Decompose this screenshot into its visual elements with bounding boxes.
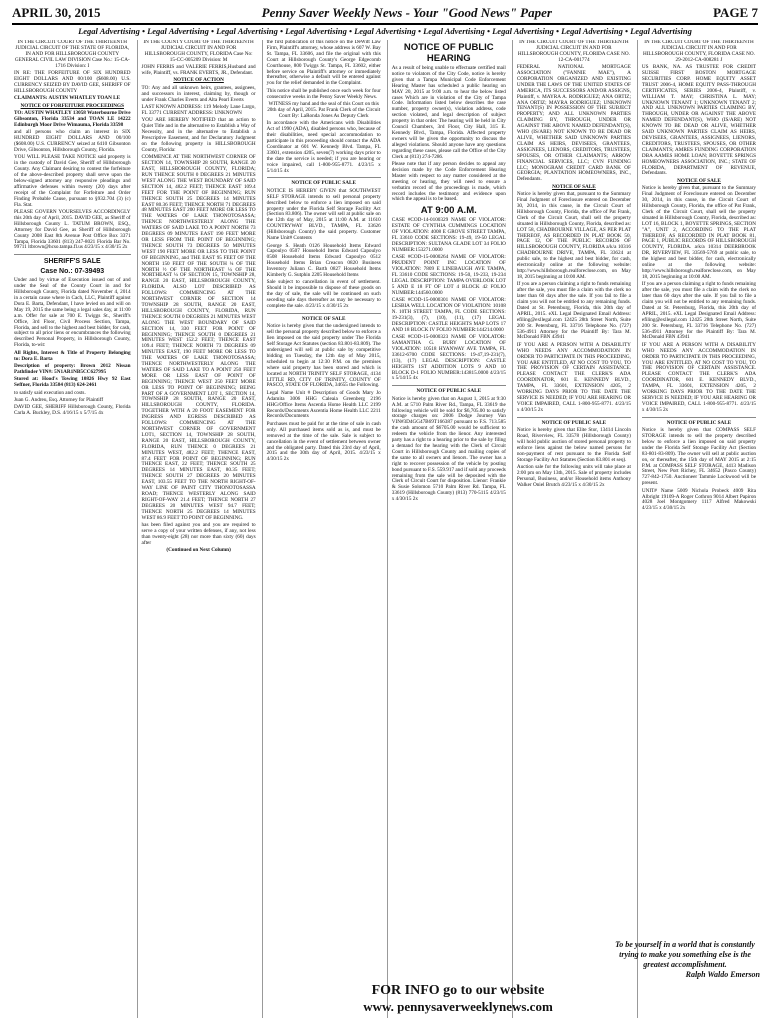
notice-body: Notice is hereby given that on August 1, 2015 at 9:30 A.M. at 5710 Palm River Rd., Tampa, FL 33619 the following vehicle will be sold for $6,705.00 to satisfy storage charges on: 2006 Dodge Journey Van VIN#3D4GG47B69T166387 pursuant to F.S. 713.585 the cash amount of $6705.00 would be sufficient to redeem the vehicle from the lienor. Any interested party has a right to a hearing prior to the sale by filing a demand for the hearing with the Clerk of Circuit Court in Hillsborough County and mailing copies of the same to all owners and lienors. The owner has a right to recover possession of the vehicle by posting bond pursuant to F.S. 559.917 and if sold any proceeds remaining from the sale will be deposited with the Clerk of Circuit Court for disposition. Lienor: Frankie & Susie Solomon 5710 Palm River Rd. Tampa, FL 33619 (Hillsborough County) (813) 770-5115 4/23/15 x 4/30/15 2x: [391, 395, 506, 503]
notice-body: Notice is hereby given that COMPASS SELF STORAGE intends to sell the property described below to enforce a lien imposed on said property under the Florida Self Storage Facility Act (Section 83-801-83-809). The owner will sell at public auction on, or thereafter, the 15th day of MAY 2015 at 2:15 P.M. at COMPASS SELF STORAGE, 4413 Madison Street, New Port Richey, FL 34652 (Pasco County) 727-842-1750. Auctioneer Tammie Lockwood will be present.: [641, 427, 757, 487]
case-style: JOHN FERRIS and VALERIE FERRIS,Husband and wife, Plaintiff, vs. FRANK EVERTS, JR., Defendant.: [141, 64, 256, 77]
ada-notice: In accordance with the Americans with Disabilities Act of 1990 (ADA), disabled persons who, because of their disabilities, need special accommodation to participate in this proceeding should contact the ADA Coordinator at 601 W. Kennedy Blvd. Tampa, FL 33601, extension 4205, seven(7) working days prior to the date the service is needed; if you are hearing or voice impaired, call 1-800-955-8771. 4/23/15 x 5/14/15 4x: [266, 120, 381, 174]
notice-heading: NOTICE OF ACTION: [173, 77, 224, 84]
notice-heading: NOTICE OF FORFEITURE PROCEEDINGS: [20, 102, 124, 109]
case-number-heading: Case No.: 07-39493: [40, 268, 105, 276]
page-header: [12, 4, 758, 22]
notice-body: Please note that if any person decides to appeal any decision made by the Code Enforcement Hearing Master with respect to any matter considered at the meeting or hearing, they will need to ensure a verbatim record of the proceedings is made, which record includes the testimony and evidence upon which the appeal is to be based.: [391, 161, 506, 203]
attorney: Juan G. Andreu, Esq. Attorney for Plaintiff: [14, 397, 104, 404]
notice-body: and all persons who claim an interest in SIX HUNDRED EIGHT DOLLARS AND 00/100 ($608.00) U.S. CURRENCY seized at 6410 Gibsonton Drive, Gibsonton, Hillsborough County, Florida.: [14, 129, 131, 153]
divider: [14, 254, 131, 255]
notice-body: Notice is hereby given that Elite Stor, 13414 Lincoln Road, Riverview, FL 33578 (Hillsborough County) will hold public auction of stored personal property to enforce liens against the below named persons for non-payment of rent pursuant to the Florida Self Storage Facility Act Statutes (Section 83.801 et seq).: [516, 427, 631, 463]
notice-heading: NOTICE OF SALE: [552, 183, 596, 190]
divider: [517, 417, 631, 418]
court-caption: IN THE CIRCUIT COURT OF THE THIRTEENTH JUDICIAL CIRCUIT OF THE STATE OF FLORIDA, IN AND FOR HILLSBOROUGH COUNTY GENERAL CIVIL LAW DIVISION Case No.: 15-CA-1716 Division: I: [14, 40, 130, 69]
notice-body: This notice shall be published once each week for four consecutive weeks in the Penny Saver Weekly News.: [266, 87, 381, 100]
notice-addressees: TO: AUSTIN WHATLEY 13058 Waterbourne Drive Gibsonton, Florida 33534 and TOAN LE 14222 Edinburgh Moor Drive Wimauma, Florida 33598: [14, 109, 131, 128]
notice-body: Auction sale for the following units will take place at 2:00 pm on May 13th, 2015. Sale of property includes Personal, Business, and/or Household items Anthony Walker Oniel Brutch 4/23/15 x 4/30/15 2x: [516, 464, 631, 488]
notice-body: LAST KNOWN ADDRESS: 119 Melody Lane Largo, FL 33771 CURRENT ADDRESS: UNKNOWN: [141, 104, 256, 116]
claimants: CLAIMANTS: AUSTIN WHATLEY TOAN LE: [14, 95, 121, 102]
ada-notice: IF YOU ARE A PERSON WITH A DISABILITY WHO NEEDS ANY ACCOMMODATION IN ORDER TO PARTICIPATE IN THIS PROCEEDING, YOU ARE ENTITLED, AT NO COST TO YOU, TO THE PROVISION OF CERTAIN ASSISTANCE. PLEASE CONTACT THE CLERK'S ADA COORDINATOR, 601 E. KENNEDY BLVD., TAMPA, FL 33601, EXTENSION 4205, 2 WORKING DAYS PRIOR TO THE DATE THE SERVICE IS NEEDED; IF YOU ARE HEARING OR VOICE IMPAIRED, CALL 1-800-955-8771. 4/23/15 x 4/30/15 2x: [516, 341, 631, 413]
column-6: [637, 40, 758, 1018]
notice-body: All Rights, Interest & Title of Property Belonging to: Dora E. Barta: [14, 349, 131, 362]
notice-heading: NOTICE OF SALE: [301, 315, 346, 322]
legal-description: COMMENCE AT THE NORTHWEST CORNER OF SECTION 14, TOWNSHIP 28 SOUTH, RANGE 20 EAST, HILLSBOROUGH COUNTY, FLORIDA; RUN THENCE SOUTH 0 DEGREES 21 MINUTES WEST ALONG THE WEST BOUNDARY OF SAID SECTION 14, 482.2 FEET; THENCE EAST 109.4 FEET FOR THE POINT OF BEGINNING; RUN THENCE SOUTH 25 DEGREES 14 MINUTES EAST 80.36 FEET; THENCE NORTH 71 DEGREES 48 MINUTES EAST 200 FEET MORE OR LESS TO THE WATERS OF LAKE THONOTOSASSA; THENCE NORTHWESTERLY ALONG THE WATERS OF SAID LAKE TO A POINT NORTH 73 DEGREES 09 MINUTES EAST 190 FEET MORE OR LESS FROM THE POINT OF BEGINNING; THENCE SOUTH 73 DEGREES 50 MINUTES WEST 190 FEET MORE OR LESS TO THE POINT OF BEGINNING, and THE EAST 95 FEET OF THE NORTH 150 FEET OF THE SOUTH ¼ OF THE NORTH ½ OF THE NORTHEAST ¼ OF THE NORTHEAST ¼ OF SECTION 15, TOWNSHIP 28, RANGE 20 EAST, HILLSBOROUGH COUNTY, FLORIDA. ALSO LOT DESCRIBED AS FOLLOWS: COMMENCING AT THE NORTHWEST CORNER OF SECTION 14 TOWNSHIP 28 SOUTH, RANGE 20 EAST, HILLSBOROUGH COUNTY, FLORIDA, RUN THENCE SOUTH 0 DEGREES 21 MINUTES WEST ALONG THE WEST BOUNDARY OF SAID SECTION 14, 330 FEET FOR POINT OF BEGINNING; THENCE SOUTH 0 DEGREES 21 MINUTES WEST 152.2 FEET; THENCE EAST 109.4 FEET; THENCE NORTH 73 DEGREES 09 MINUTES EAST, 190 FEET MORE OR LESS TO THE WATERS OF LAKE THONOTOSASSA; THENCE NORTHWESTERLY ALONG THE WATERS OF SAID LAKE TO A POINT 250 FEET MORE OR LESS EAST OF POINT OF BEGINNING; THENCE WEST 250 FEET MORE OR LESS TO POINT OF BEGINNING; BEING PART OF A GOVERNMENT LOT 1, SECTION 14, TOWNSHIP 28 SOUTH, RANGE 20 EAST, HILLSBOROUGH COUNTY, FLORIDA. TOGETHER WITH A 20 FOOT EASEMENT FOR INGRESS AND EGRESS DESCRIBED AS FOLLOWS: COMMENCING AT THE NORTHWEST CORNER OF GOVERNMENT LOT1, SECTION 14, TOWNSHIP 28 SOUTH, RANGE 20 EAST, HILLSBOROUGH COUNTY, FLORIDA, RUN THENCE 0 DEGREES 21 MINUTES WEST, 482.2 FEET; THENCE EAST, 87.4 FEET FOR POINT OF BEGINNING; RUN THENCE EAST, 22 FEET; THENCE SOUTH 25 DEGREES 14 MINUTES EAST, 80.35 FEET; THENCE SOUTH 27 DEGREES 20 MINUTES EAST, 103.55 FEET TO THE NORTH RIGHT-OF-WAY LINE OF PAINT CITY THONOTOSASSA ROAD; THENCE WESTERLY ALONG SAID RIGHT-OF-WAY 21.4 FEET; THENCE NORTH 27 DEGREES 20 MINUTES WEST 94.7 FEET; THENCE NORTH 25 DEGREES 14 MINUTES WEST 86.9 FEET TO POINT OF BEGINNING.: [141, 154, 256, 521]
notice-body: Sale subject to cancellation in event of settlement. Should it be impossible to dispose of these goods on the day of sale, the sale will be continued on such seceding sale days thereafter as may be necessary to complete the sale. 4/23/15 x 4/30/15 2x: [266, 279, 381, 310]
column-1: [12, 40, 133, 1018]
case-style: FEDERAL NATIONAL MORTGAGE ASSOCIATION ("FANNIE MAE"), A CORPORATION ORGANIZED AND EXISTING UNDER THE LAWS OF THE UNITED STATES OF AMERICA, ITS SUCCESSORS AND/OR ASSIGNS, Plaintiff, v. MAYRA A. RODRIGUEZ; ANA ORTIZ; ANA ORTIZ; MAYRA RODRIGUEZ; UNKNOWN TENANT(S) IN POSSESSION OF THE SUBJECT PROPERTY; AND ALL UNKNOWN PARTIES CLAIMING BY, THROUGH, UNDER OR AGAINST THE ABOVE NAMED DEFENDANT(S), WHO (IS/ARE) NOT KNOWN TO BE DEAD OR ALIVE, WHETHER SAID UNKNOWN PARTIES CLAIM AS HEIRS, DEVISEES, GRANTEES, ASSIGNEES, LIENORS, CREDITORS, TRUSTEES, SPOUSES, OR OTHER CLAIMANTS; ARROW FINANCIAL SERVICES, LLC; CVN FUNDING LLC; MONOGRAM CREDIT CARD BANK OF GEORGIA; PLANTATION HOMEOWNERS, INC., Defendants.: [516, 64, 631, 183]
notice-body: NOTICE IS HEREBY GIVEN that SOUTHWEST SELF STORAGE intends to sell personal property described below to enforce a lien imposed on said property under the Florida Self Storage Facility Act (Section 83.806). The owner will sell at public sale on the 12th day of May, 2015 at 11:00 A.M. at 11610 COUNTRYWAY BLVD., TAMPA, FL 33626 (Hillsborough County) the said property. Customer Name Unit# Contents: [266, 187, 381, 242]
column-2: [137, 40, 258, 1018]
column-5: [512, 40, 633, 1018]
quote-text: To be yourself in a world that is constantly trying to make you something else is the greatest accomplishment.: [615, 940, 755, 969]
issue-date: APRIL 30, 2015: [12, 5, 101, 20]
notice-body: has been filed against you and you are required to serve a copy of your written defenses, if any, not less than twenty-eight (28) nor more than sixty (60) days after: [141, 522, 256, 546]
notice-body: As a result of being unable to effectuate certified mail notice to violators of the City Code, notice is hereby given that a Tampa Municipal Code Enforcement Hearing Master has scheduled a public hearing on MAY 20, 2015 at 9:00 a.m. to hear the below listed cases Which are in violation of the City of Tampa Code. Information listed below describes the case number, property owner(s), violation address, code section violated, and legal description of subject property in that order. The hearing will be held in City Council Chambers, 3rd Floor, City Hall, 315 E. Kennedy Blvd., Tampa, Florida. Affected property owners will be given the opportunity to discuss the alleged violations. Should anyone have any questions regarding these cases, please call the Office of the City Clerk at (813) 274-7286.: [391, 65, 506, 160]
website-link[interactable]: www. pennysaverweeklynews.com: [363, 999, 553, 1014]
storage-location: Stored at: Hood's Towing 10826 Hwy 92 East Seffner, Florida 33584 (813) 624-2461: [14, 376, 131, 389]
notice-body: TO: Any and all unknown heirs, grantees, assignees, and successors in interest, claiming by, though or under Frank Charles Everts and Alta Pearl Everts: [141, 84, 256, 103]
property-description: Description of property: Brown 2012 Nissan Pathfinder VIN#: 5N1AR1NB5CC627995: [14, 363, 131, 375]
notice-heading: NOTICE OF PUBLIC SALE: [666, 419, 732, 426]
unit-list: Legal Name Unit # Description of Goods Mary Jo Adamita 3006 HHG Caleaia Greenberg 2196 HHG/Office Items Ascentia Home Health LLC 2199 Records/Documents Ascentia Home Health LLC 2211 Records/Documents: [266, 389, 381, 420]
hearing-time-heading: AT 9:00 A.M.: [420, 205, 477, 217]
notice-body: to satisfy said execution and costs.: [14, 389, 86, 396]
notice-body: Notice is hereby given that, pursuant to the Summary Final Judgment of Foreclosure entered on December 30, 2014, in this cause, in the Circuit Court of Hillsborough County, Florida, the office of Pat Frank, Clerk of the Circuit Court, shall sell the property situated in Hillsborough County, Florida, described as: LOT 58, CHADBOURNE VILLAGE, AS PER PLAT THEREOF, AS RECORDED IN PLAT BOOK 50, PAGE 12, OF THE PUBLIC RECORDS OF HILLSBOROUGH COUNTY, FLORIDA a/k/a 10316 CHADBOURNE DRIVE, TAMPA, FL 33624 at public sale, to the highest and best bidder, for cash, electronically online at the following website: http://www.hillsborough.realforeclose.com, on May 18, 2015 beginning at 10:00 AM.: [516, 191, 631, 280]
notice-body: YOU ARE HEREBY NOTIFIED that an action to Quiet Title and in the alternative to Establish a Way of Necessity, and in the alternative to Establish a Prescriptive Easement, and for Declaratory Judgment on the following property in HILLSBOROUGH County, Florida:: [141, 117, 256, 153]
inspirational-quote: [610, 940, 760, 980]
section-banner: Legal Advertising • Legal Advertising • Legal Advertising • Legal Advertising • Legal Advertising • Legal Advertising • Legal Advertising • Legal Advertising • Legal Advertising: [78, 26, 692, 36]
quote-author: Ralph Waldo Emerson: [685, 970, 760, 979]
public-hearing-heading: NOTICE OF PUBLIC HEARING: [403, 42, 494, 64]
case-entry: CASE #COD-15-0000264 NAME OF VIOLATOR: PRUDENT POINT INC LOCATION OF VIOLATION: 7809 E LINEBAUGH AVE TAMPA, FL 33610 CODE SECTIONS: 19-50, 19-233, 19-234 LEGAL DESCRIPTION: TAMPA OVERLOOK LOT 5 AND E 18 FT OF LOT 4 BLOCK 42 FOLIO NUMBER:144560.0000: [391, 254, 506, 296]
header-rule: [12, 23, 758, 25]
column-3: [262, 40, 383, 1018]
notice-heading: NOTICE OF PUBLIC SALE: [541, 419, 607, 426]
continued-note: (Continued on Next Column): [166, 547, 231, 554]
notice-body: Notice is hereby given that, pursuant to the Summary Final Judgment of Foreclosure entered on December 30, 2014, in this cause, in the Circuit Court of Hillsborough County, Florida, the office of Pat Frank, Clerk of the Circuit Court, shall sell the property situated in Hillsborough County, Florida, described as: LOT 16, BLOCK 1, BOYETTE SPRINGS, SECTION "A", UNIT 2, ACCORDING TO THE PLAT THEREOF, AS RECORDED IN PLAT BOOK 81, PAGE 1, PUBLIC RECORDS OF HILLSBOROUGH COUNTY, FLORIDA. a/k/a 10314 DEERBROOK DR, RIVERVIEW, FL 33569-5769 at public sale, to the highest and best bidder, for cash, electronically online at the following website: http://www.hillsborough.realforeclose.com, on May 18, 2015 beginning at 10:00 AM.: [641, 185, 757, 280]
notice-signature: WITNESS my hand and the seal of this Court on this 20th day of April, 2015. Pat Frank Clerk of the Circuit Court By: LaRonda Jones As Deputy Clerk: [267, 101, 381, 119]
court-caption: IN THE CIRCUIT COURT OF THE THIRTEENTH JUDICIAL CIRCUIT IN AND FOR HILLSBOROUGH COUNTY, FLORIDA CASE NO. 12-CA-001774: [517, 40, 630, 63]
notice-body: If you are a person claiming a right to funds remaining after the sale, you must file a claim with the clerk no later than 60 days after the sale. If you fail to file a claim you will not be entitled to any remaining funds. Dated at St. Petersburg, Florida, this 20th day of APRIL, 2015. eXL Legal Designated Email Address: efiling@exllegal.com 12425 28th Street North, Suite 200 St. Petersburg, FL 33716 Telephone No. (727) 536-4911 Attorney for the Plaintiff By: Tara M. McDonald FBN 43941: [516, 281, 631, 341]
ada-notice: IF YOU ARE A PERSON WITH A DISABILITY WHO NEEDS ANY ACCOMMODATION IN ORDER TO PARTICIPATE IN THIS PROCEEDING, YOU ARE ENTITLED, AT NO COST TO YOU, TO THE PROVISION OF CERTAIN ASSISTANCE. PLEASE CONTACT THE CLERK'S ADA COORDINATOR, 601 E. KENNEDY BLVD., TAMPA, FL 33601, EXTENSION 4205, 2 WORKING DAYS PRIOR TO THE DATE THE SERVICE IS NEEDED; IF YOU ARE HEARING OR VOICE IMPAIRED, CALL 1-800-955-8771. 4/23/15 x 4/30/15 2x: [641, 341, 757, 413]
promo-line-1: FOR INFO go to our website: [371, 983, 545, 998]
sheriffs-sale-heading: SHERIFF'S SALE: [43, 258, 101, 266]
notice-body: Notice is hereby given that the undersigned intends to sell the personal property described below to enforce a lien imposed on the said property under The Florida Self Storage Act Statutes (section 83.801-83.809). The undersigned will sell at public sale by competitive bidding on Tuesday, the 12th day of May 2015, scheduled to begin at 12:30 P.M. on the premises where said property has been stored and which is located at NORTH TRINITY SELF STORAGE, 4134 LITTLE RD, CITY OF TRINITY, COUNTY OF PASCO, STATE OF FLORIDA, 34655 the Following.: [266, 323, 381, 389]
notice-body: Under and by virtue of Execution issued out of and under the Seal of the County Court in and for Hillsborough County, Florida dated November 4, 2014 in a certain cause where in Cach, LLC, Plaintiff against Dora E. Barta, Defendant, I have levied on and will on May 19, 2015 the same being a legal sales day, at 11:00 a.m. Offer for sale at 700 E. Twiggs St., Sheriff's Office, 3rd Floor, Civil Process Section, Tampa, Florida, and sell to the highest and best bidder, for cash, subject to all prior liens or encumbrances the following described Personal Property, in Hillsborough County, Florida, to-wit:: [14, 277, 131, 349]
notice-body: Purchases must be paid for at the time of sale in cash only. All purchased items sold as is, and must be removed at the time of the sale. Sale is subject to cancellation in the event of settlement between owner and the obligated party. Dated this 23rd day of April, 2015 and the 30th day of April, 2015. 4/23/15 x 4/30/15 2x: [266, 420, 381, 463]
website-promo: [308, 983, 608, 1015]
notice-signature: PLEASE GOVERN YOURSELVES ACCORDINGLY this 20th day of April, 2015. DAVID GEE, as Sheriff of Hillsborough County L. TATUM BROWN, ESQ., Attorney for David Gee, as Sheriff of Hillsborough County 2008 East 8th Avenue Post Office Box 3371 Tampa, Florida 33601 (813) 247-8021 Florida Bar No. 99711 ltbrown@hcso.tampa.fl.us 4/23/15 x 4/30/15 2x: [14, 208, 131, 251]
paper-title: Penny Saver Weekly News - Your "Good News" Paper: [261, 5, 552, 20]
notice-signature: DAVID GEE, SHERIFF Hillsborough County, Florida Carla A. Buckley, D.S. 4/16/15 x 5/7/15 4x: [14, 404, 131, 417]
notice-heading: NOTICE OF PUBLIC SALE: [291, 180, 356, 187]
case-style: IN RE: THE FORFEITURE OF SIX HUNDRED EIGHT DOLLARS AND 00/100 ($608.00) U.S. CURRENCY SEIZED BY DAVID GEE, SHERIFF OF HILLSBOROUGH COUNTY: [14, 70, 131, 94]
notice-body: YOU WILL PLEASE TAKE NOTICE said property is in the custody of David Gee, Sheriff of Hillsborough County. Any Claimant desiring to contest the forfeiture of the above-described property shall serve upon the below-signed attorney any responsive pleadings and affirmative defenses within twenty (20) days after receipt of the Complaint for Forfeiture and Order Finding Probable Cause, pursuant to §932.704 (3) (c) Fla. Stat.: [14, 154, 131, 208]
case-entry: CASE #COD-14-0100329 NAME OF VIOLATOR: ESTATE OF CYNTHIA CUMMINGS LOCATION OF VIOLATION: 4008 E GROVE STREET TAMPA, FL 33610 CODE SECTIONS: 19-49, 19-50 LEGAL DESCRIPTION: SULTANA GLADE LOT 34 FOLIO NUMBER:153271.0000: [391, 217, 506, 253]
case-entry: CASE #COD-15-0000301 NAME OF VIOLATOR: LESBIA WELL LOCATION OF VIOLATION: 10108 N. 10TH STREET TAMPA, FL CODE SECTIONS: 19-231(3), (7), (10), (11), (17) LEGAL DESCRIPTION: CASTLE HEIGHTS MAP LOTS 17 AND 18 BLOCK IV FOLIO NUMBER:144214.0000: [391, 297, 506, 333]
case-style: US BANK, NA. AS TRUSTEE FOR CREDIT SUISSE FIRST BOSTON MORTGAGE SECURITIES CORP. HOME EQUITY ASSET TRUST 2006-4, HOME EQUITY PASS-THROUGH CERTIFICATES, SERIES 2006-4, Plaintiff, v. WILLIAM T. MAY; CHRISTINA L. MAY; UNKNOWN TENANT 1; UNKNOWN TENANT 2; AND ALL UNKNOWN PARTIES CLAIMING BY, THROUGH, UNDER OR AGAINST THE ABOVE NAMED DEFENDANT(S), WHO (IS/ARE) NOT KNOWN TO BE DEAD OR ALIVE, WHETHER SAID UNKNOWN PARTIES CLAIM AS HEIRS, DEVISEES, GRANTEES, ASSIGNEES, LIENORS, CREDITORS, TRUSTEES, SPOUSES, OR OTHER CLAIMANTS; AMRES FUNDING CORPORATION DBA AAMES HOME LOAN; BOYETTE SPRINGS HOMEOWNERS ASSOCIATION, INC.; STATE OF FLORIDA, DEPARTMENT OF REVENUE, Defendants.: [641, 64, 757, 177]
notice-body: If you are a person claiming a right to funds remaining after the sale, you must file a claim with the clerk no later than 60 days after the sale. If you fail to file a claim you will not be entitled to any remaining funds. Dated at St. Petersburg, Florida, this 20th day of APRIL, 2015. eXL Legal Designated Email Address: efiling@exllegal.com 12425 28th Street North, Suite 200 St. Petersburg, FL 33716 Telephone No. (727) 536-4911 Attorney for the Plaintiff By: Tara M. McDonald FBN 43941: [641, 281, 757, 341]
unit-list: UNIT# Name 5009 Nichola Probeck 4009 Rita Albright 19109-A Roger Cothron 9014 Albert Papiron 4028 Joel Montgomery 1117 Alfred Makowski 4/23/15 x 4/30/15 2x: [641, 487, 757, 512]
court-caption: IN THE CIRCUIT COURT OF THE THIRTEENTH JUDICIAL CIRCUIT IN AND FOR HILLSBOROUGH COUNTY, FLORIDA CASE NO. 29-2012-CA-008281 J: [642, 40, 755, 63]
notice-columns: [12, 40, 758, 1018]
notice-heading: NOTICE OF PUBLIC SALE: [416, 388, 482, 395]
unit-list: George S. Heath 0126 Household Items Edward Capoulyo 0507 Household Items Edward Capoulyo 0508 Household Items Edward Capoulyo 0512 Household Items Brian Creacon 0820 Business Inventory Juliann C. Barth 0827 Household Items Kimberly G. Sutphin 2205 Household Items: [266, 242, 381, 279]
notice-body: the first publication of this notice on the DeWitt Law Firm, Plaintiff's attorney, whose address is 607 W. Bay St. Tampa, FL 33606, and file the original with this Court at Hillsborough County's George Edgecomb Courthouse, 800 Twiggs St. Tampa, FL 33602, either before service on Plaintiff's attorney or immediately thereafter, otherwise a default will be entered against you for the relief demanded in the Complaint.: [266, 40, 381, 87]
divider: [267, 313, 381, 314]
divider: [642, 417, 756, 418]
divider: [267, 177, 381, 178]
divider: [392, 385, 506, 386]
page-number: PAGE 7: [713, 5, 758, 20]
column-4: [387, 40, 508, 1018]
court-caption: IN THE COUNTY COURT OF THE THIRTEENTH JUDICIAL CIRCUIT IN AND FOR HILLSBOROUGH COUNTY, FLORIDA Case No: 15-CC-005209 Division: M: [143, 40, 254, 63]
case-entry: CASE #COD-15-0000323 NAME OF VIOLATOR: SAMANTHA G. BURY LOCATION OF VIOLATION: 10518 HYANWAY AVE TAMPA, FL 33612-6700 CODE SECTIONS: 19-47,19-231(7), (13), (17) LEGAL DESCRIPTION: CASTLE HEIGHTS 1ST ADDITION LOTS 9 AND 10 BLOCK D-1 FOLIO NUMBER:143815.0000 4/23/15 x 5/14/15 4x: [391, 334, 506, 382]
notice-heading: NOTICE OF SALE: [677, 177, 721, 184]
